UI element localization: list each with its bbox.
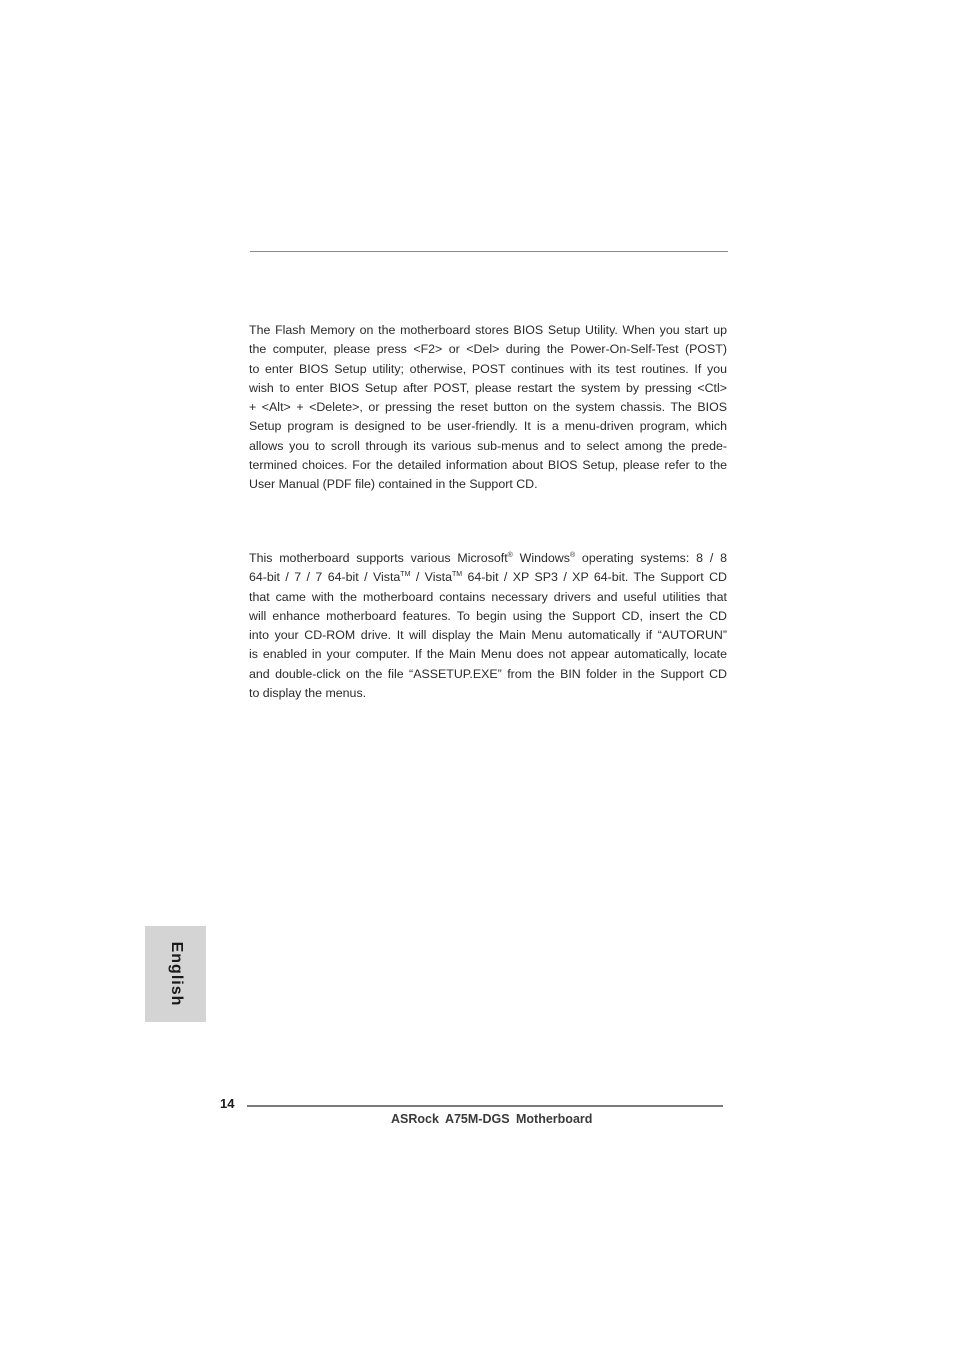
text-line xyxy=(249,568,727,587)
footer-divider xyxy=(247,1105,723,1107)
text-fragment: 64-bit / 7 / 7 64-bit / Vista xyxy=(249,570,401,585)
text-line: into your CD-ROM drive. It will display the Main Menu automatically if “AUTORUN” xyxy=(249,628,727,643)
text-line: allows you to scroll through its various sub-menus and to select among the prede- xyxy=(249,438,727,453)
registered-mark: ® xyxy=(569,552,576,559)
text-line: termined choices. For the detailed information about BIOS Setup, please refer to the xyxy=(249,458,727,473)
trademark-mark: TM xyxy=(400,571,411,579)
text-fragment: operating systems: 8 / 8 xyxy=(575,551,727,565)
text-line: will enhance motherboard features. To begin using the Support CD, insert the CD xyxy=(249,608,727,623)
text-line xyxy=(249,549,727,568)
text-fragment: This motherboard supports various Microsoft xyxy=(249,551,508,565)
trademark-mark: TM xyxy=(452,571,463,579)
language-tab xyxy=(145,926,206,1022)
text-line: The Flash Memory on the motherboard stores BIOS Setup Utility. When you start up xyxy=(249,323,727,337)
page-number: 14 xyxy=(220,1096,235,1111)
text-line: wish to enter BIOS Setup after POST, please restart the system by pressing <Ctl> xyxy=(249,380,727,395)
text-fragment: / Vista xyxy=(410,570,452,585)
text-line: Setup program is designed to be user-friendly. It is a menu-driven program, which xyxy=(249,419,727,434)
text-line: the computer, please press <F2> or <Del> during the Power-On-Self-Test (POST) xyxy=(249,342,727,357)
text-fragment: 64-bit / XP SP3 / XP 64-bit. The Support CD xyxy=(462,570,727,585)
text-line: + <Alt> + <Delete>, or pressing the reset button on the system chassis. The BIOS xyxy=(249,400,727,415)
header-divider xyxy=(250,251,728,252)
text-line: and double-click on the file “ASSETUP.EXE” from the BIN folder in the Support CD xyxy=(249,666,727,681)
text-line: that came with the motherboard contains necessary drivers and useful utilities that xyxy=(249,589,727,604)
text-line: to display the menus. xyxy=(249,686,367,701)
support-cd-paragraph xyxy=(249,549,727,703)
bios-setup-paragraph xyxy=(249,321,727,495)
text-line: User Manual (PDF file) contained in the Support CD. xyxy=(249,477,538,492)
language-tab-label: English xyxy=(167,941,185,1007)
text-fragment: Windows xyxy=(512,551,570,565)
footer-product-title: ASRock A75M-DGS Motherboard xyxy=(391,1112,593,1126)
registered-mark: ® xyxy=(507,552,513,559)
text-line: to enter BIOS Setup utility; otherwise, POST continues with its test routines. If you xyxy=(249,361,727,376)
text-line: is enabled in your computer. If the Main Menu does not appear automatically, locate xyxy=(249,647,727,662)
